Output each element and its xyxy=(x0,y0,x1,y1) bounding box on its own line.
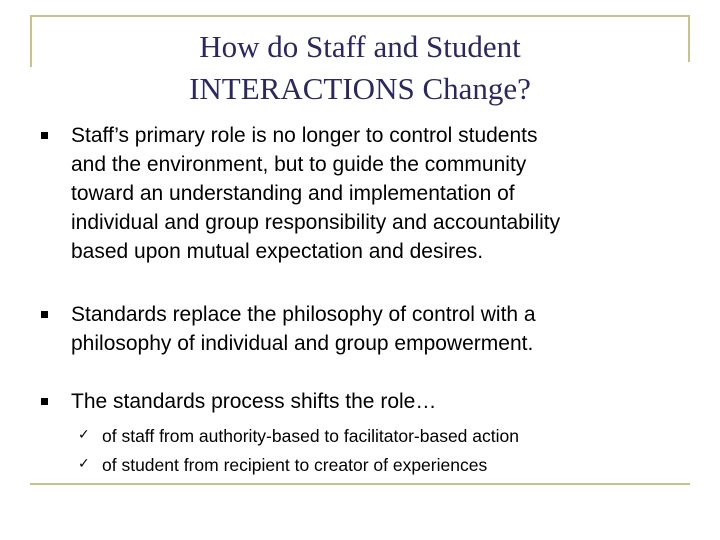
slide-title xyxy=(100,26,620,110)
bullet-text-line: The standards process shifts the role… xyxy=(71,390,437,413)
square-bullet-icon xyxy=(41,311,48,318)
frame-right-line xyxy=(688,15,690,62)
frame-top-line xyxy=(30,15,690,17)
slide-title-line-1: How do Staff and Student xyxy=(199,29,521,64)
bullet-text-line: individual and group responsibility and accountability xyxy=(71,211,561,234)
checkmark-icon: ✓ xyxy=(78,456,90,472)
bullet-text-line: based upon mutual expectation and desires. xyxy=(71,240,484,263)
sub-bullet-item-staff xyxy=(78,422,688,450)
bullet-text-line: Standards replace the philosophy of control with a xyxy=(71,303,536,326)
frame-bottom-line xyxy=(30,483,690,485)
bullet-text-line: Staff’s primary role is no longer to control students xyxy=(71,124,538,147)
square-bullet-icon xyxy=(41,398,48,405)
slide-title-line-2: INTERACTIONS Change? xyxy=(189,71,531,106)
checkmark-icon: ✓ xyxy=(78,427,90,443)
sub-bullet-item-student xyxy=(78,451,688,479)
square-bullet-icon xyxy=(41,132,48,139)
bullet-text xyxy=(71,121,686,266)
sub-bullet-text: of staff from authority-based to facilitator-based action xyxy=(102,426,519,446)
bullet-text xyxy=(71,300,686,358)
frame-left-line xyxy=(30,15,32,67)
bullet-text-line: and the environment, but to guide the community xyxy=(71,153,527,176)
bullet-text-line: philosophy of individual and group empowerment. xyxy=(71,332,534,355)
bullet-text xyxy=(71,387,686,416)
bullet-text-line: toward an understanding and implementation of xyxy=(71,182,515,205)
sub-bullet-text: of student from recipient to creator of experiences xyxy=(102,455,488,475)
